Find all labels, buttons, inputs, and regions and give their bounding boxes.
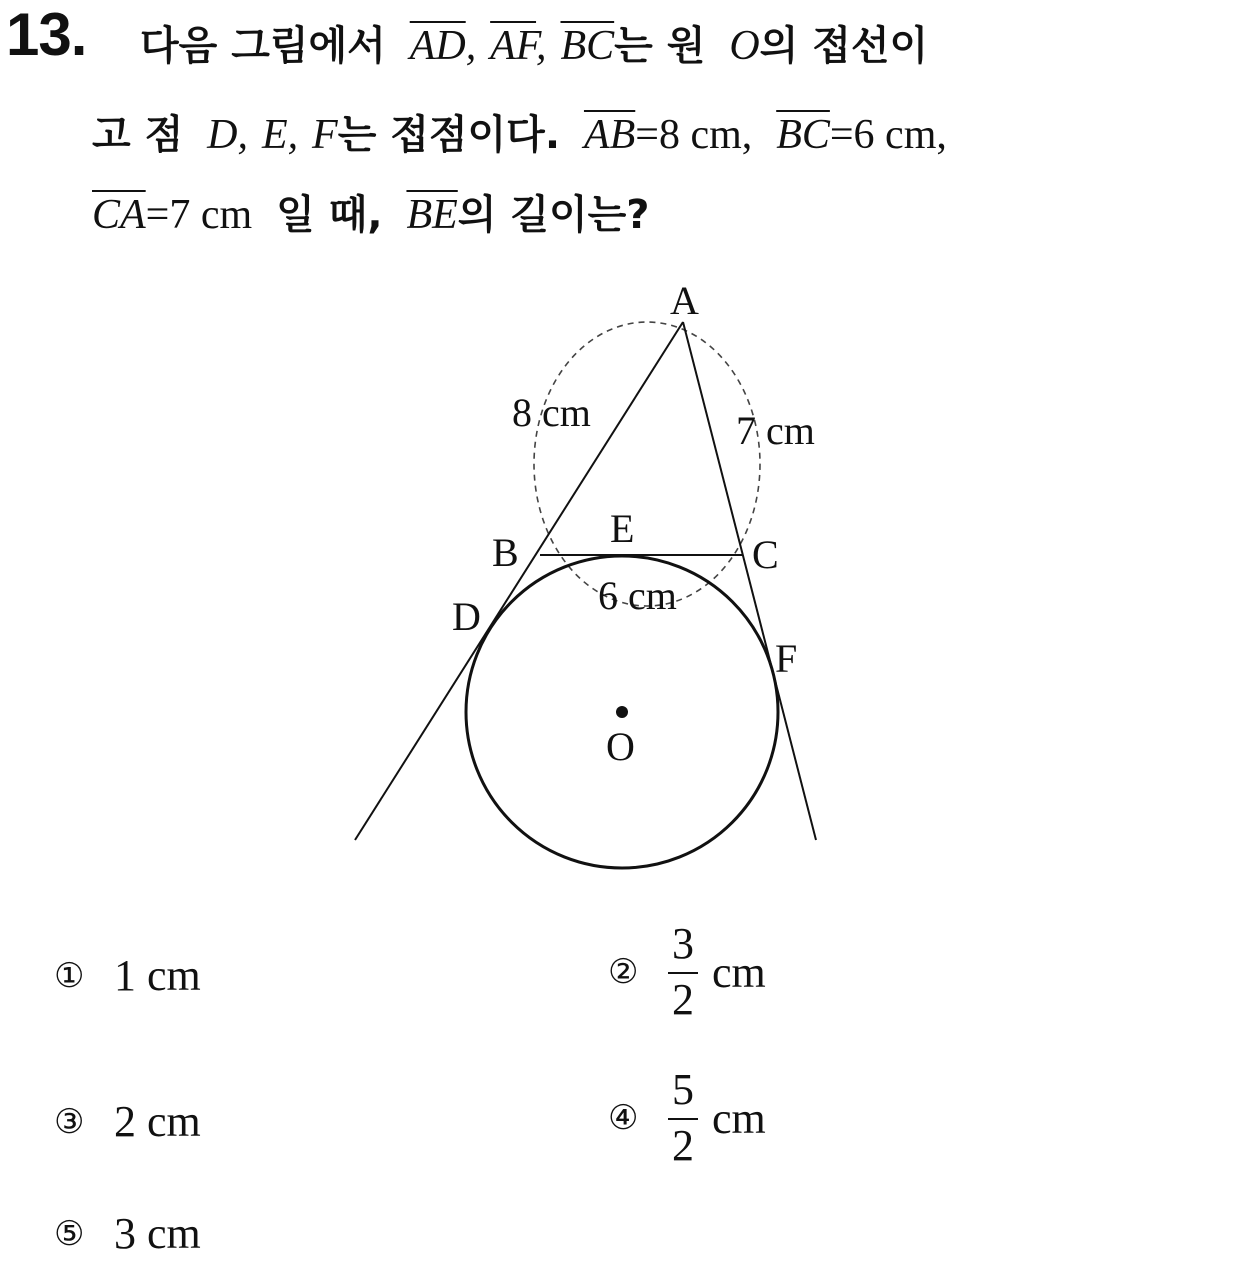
choice-text: 2 cm	[114, 1097, 201, 1146]
segment-bc: $\overline{BC}$	[560, 23, 615, 69]
choice-2[interactable]	[608, 919, 766, 1024]
label-e: E	[610, 506, 635, 551]
denominator: 2	[672, 1121, 694, 1170]
segment-be: $\overline{BE}$	[406, 192, 458, 238]
point-d: D	[207, 112, 238, 158]
question-text: 의 접선이	[759, 23, 929, 69]
segment-ab: $\overline{AB}$	[583, 112, 636, 158]
choice-1[interactable]	[54, 950, 201, 1001]
choice-marker: ⑤	[54, 1213, 85, 1254]
choice-4[interactable]	[608, 1065, 766, 1170]
dashed-circumcircle	[534, 322, 760, 606]
comma: ,	[936, 112, 947, 158]
question-text: 일 때,	[276, 192, 383, 238]
label-b: B	[492, 530, 519, 575]
choice-marker: ④	[608, 1098, 639, 1138]
comma: ,	[465, 23, 477, 69]
label-length-ab: 8 cm	[512, 390, 591, 435]
label-c: C	[752, 532, 779, 577]
geometry-figure	[340, 270, 860, 890]
question-line-2	[92, 103, 947, 160]
choice-text: 3 cm	[114, 1209, 201, 1258]
label-d: D	[452, 594, 481, 639]
numerator: 3	[672, 919, 694, 968]
label-a: A	[670, 278, 699, 323]
choice-5[interactable]	[54, 1208, 201, 1259]
choice-marker: ③	[54, 1101, 85, 1142]
choice-marker: ②	[608, 952, 639, 992]
label-o: O	[606, 724, 635, 769]
choice-text: 1 cm	[114, 951, 201, 1000]
comma: ,	[237, 112, 248, 158]
tangent-line-af	[683, 322, 816, 840]
fraction	[668, 919, 698, 1024]
question-line-3	[92, 183, 649, 240]
segment-af: $\overline{AF}$	[490, 23, 537, 69]
circle-name: O	[729, 23, 760, 69]
comma: ,	[287, 112, 299, 158]
question-line-1	[140, 14, 928, 71]
center-point	[616, 706, 628, 718]
length-ab: =8 cm	[635, 112, 742, 158]
length-bc: =6 cm	[829, 112, 937, 158]
question-text: 다음 그림에서	[140, 23, 386, 69]
unit: cm	[712, 947, 766, 997]
choice-marker: ①	[54, 955, 85, 996]
segment-ca: $\overline{CA}$	[92, 192, 146, 238]
point-e: E	[261, 112, 288, 158]
question-text: 는 원	[614, 23, 706, 69]
label-length-ac: 7 cm	[736, 408, 815, 453]
question-text: 고 점	[92, 112, 184, 158]
question-text: 는 접점이다.	[337, 112, 561, 158]
question-text: 의 길이는?	[457, 192, 650, 238]
fraction	[668, 1065, 698, 1170]
choice-3[interactable]	[54, 1096, 201, 1147]
fraction-bar	[668, 1118, 698, 1120]
label-length-bc: 6 cm	[598, 573, 677, 618]
comma: ,	[536, 23, 547, 69]
fraction-bar	[668, 972, 698, 974]
segment-bc: $\overline{BC}$	[776, 112, 830, 158]
unit: cm	[712, 1093, 766, 1143]
label-f: F	[775, 636, 798, 681]
question-number: 13.	[6, 1, 87, 68]
comma: ,	[741, 112, 753, 158]
segment-ad: $\overline{AD}$	[409, 23, 466, 69]
length-ca: =7 cm	[145, 192, 253, 238]
point-f: F	[312, 112, 338, 158]
denominator: 2	[672, 975, 694, 1024]
numerator: 5	[672, 1065, 694, 1114]
